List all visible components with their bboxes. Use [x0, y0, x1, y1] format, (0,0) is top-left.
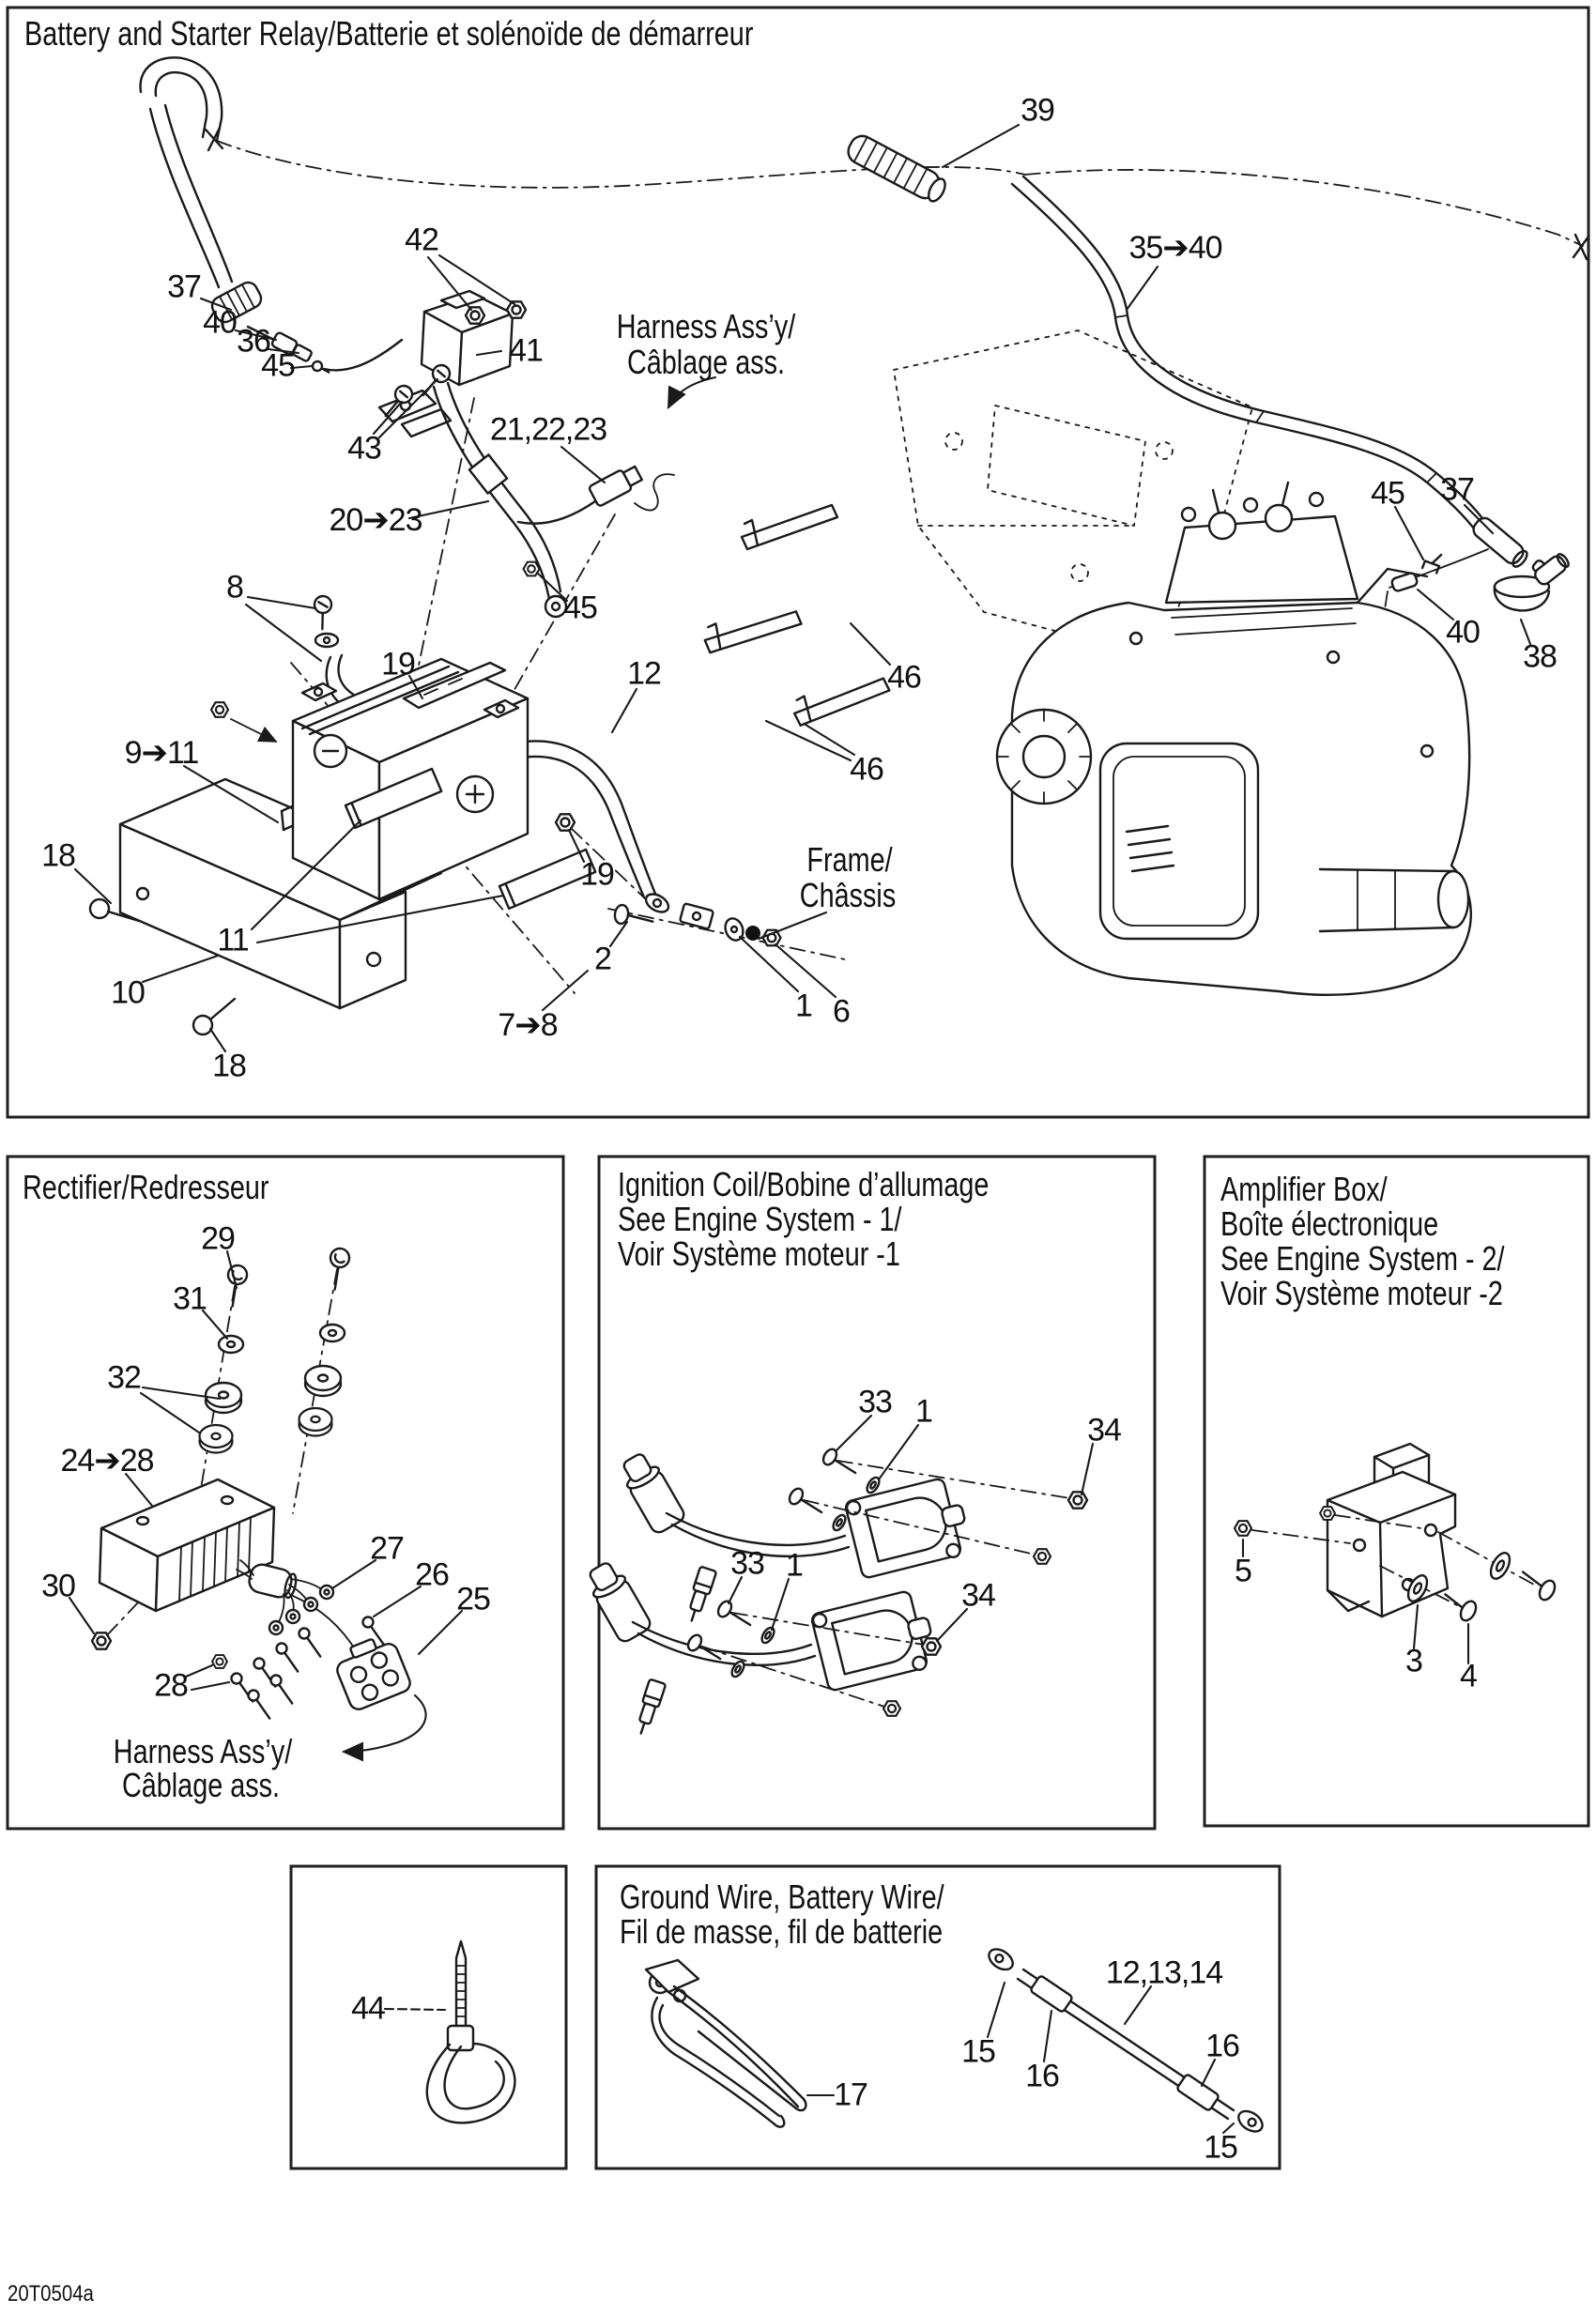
part-callout-ignition-33: 33 [858, 1384, 892, 1420]
part-callout-ignition-33: 33 [730, 1545, 764, 1582]
part-callout-battery-45: 45 [563, 590, 597, 626]
battery-harness-note-line1: Harness Ass’y/ [616, 307, 796, 345]
part-callout-battery-12: 12 [627, 655, 661, 692]
amplifier-title-line4: Voir Système moteur -2 [1220, 1274, 1503, 1312]
part-callout-rectifier-27: 27 [370, 1530, 404, 1567]
ground-wire-panel-title [620, 1879, 944, 1949]
amplifier-title-line3: See Engine System - 2/ [1220, 1239, 1505, 1278]
part-callout-ground_wire-15: 15 [1204, 2129, 1237, 2166]
part-callout-battery-19: 19 [580, 856, 614, 893]
part-callout-rectifier-24➔28: 24➔28 [60, 1443, 154, 1479]
part-callout-ignition-34: 34 [961, 1577, 995, 1614]
part-callout-amplifier-3: 3 [1405, 1643, 1422, 1679]
amplifier-panel-title [1220, 1172, 1505, 1310]
part-callout-battery-46: 46 [887, 659, 921, 696]
part-callout-ignition-1: 1 [786, 1547, 803, 1584]
part-callout-ignition-34: 34 [1087, 1412, 1121, 1448]
part-callout-battery-10: 10 [111, 974, 145, 1011]
part-callout-battery-45: 45 [261, 347, 295, 384]
ground-wire-title-line1: Ground Wire, Battery Wire/ [620, 1877, 944, 1916]
part-callout-battery-45: 45 [1371, 475, 1404, 512]
part-callout-battery-40: 40 [1446, 614, 1480, 651]
part-callout-battery-18: 18 [212, 1048, 246, 1084]
ignition-title-line3: Voir Système moteur -1 [618, 1234, 900, 1273]
part-callout-rectifier-31: 31 [173, 1280, 207, 1317]
part-callout-rectifier-25: 25 [456, 1581, 490, 1617]
part-callout-rectifier-32: 32 [107, 1359, 141, 1396]
part-callout-battery-7➔8: 7➔8 [498, 1007, 558, 1043]
part-callout-battery-43: 43 [347, 430, 381, 467]
part-callout-battery-39: 39 [1021, 92, 1054, 129]
part-callout-ground_wire-17: 17 [834, 2076, 867, 2113]
part-callout-battery-1: 1 [795, 988, 812, 1024]
part-callout-battery-41: 41 [509, 332, 543, 369]
frame-note-line1: Frame/ [806, 840, 893, 879]
part-callout-rectifier-28: 28 [154, 1667, 188, 1704]
ignition-title-line1: Ignition Coil/Bobine d’allumage [618, 1165, 990, 1203]
ground-wire-title-line2: Fil de masse, fil de batterie [620, 1912, 944, 1951]
amplifier-title-line2: Boîte électronique [1220, 1204, 1439, 1243]
rectifier-harness-note-line2: Câblage ass. [121, 1766, 281, 1804]
ignition-panel-title [618, 1167, 989, 1271]
part-callout-battery-42: 42 [405, 222, 438, 258]
part-callout-battery-35➔40: 35➔40 [1128, 230, 1222, 266]
part-callout-battery-6: 6 [833, 993, 850, 1030]
part-callout-battery-40: 40 [203, 304, 237, 341]
part-callout-ground_wire-16: 16 [1025, 2058, 1059, 2094]
part-callout-battery-18: 18 [41, 837, 75, 874]
part-callout-ground_wire-16: 16 [1205, 2028, 1239, 2064]
part-callout-ground_wire-15: 15 [961, 2033, 995, 2070]
part-callout-battery-2: 2 [594, 941, 611, 977]
rectifier-harness-note-line1: Harness Ass’y/ [113, 1732, 293, 1770]
part-callout-battery-8: 8 [226, 569, 243, 605]
part-callout-battery-37: 37 [167, 268, 201, 305]
part-callout-battery-46: 46 [850, 751, 883, 788]
part-callout-battery-20➔23: 20➔23 [329, 502, 422, 538]
battery-panel-title: Battery and Starter Relay/Batterie et solénoïde de démarreur [24, 14, 754, 53]
amplifier-title-line1: Amplifier Box/ [1220, 1170, 1388, 1208]
part-callout-battery-36: 36 [237, 323, 270, 360]
part-callout-battery-38: 38 [1523, 638, 1557, 675]
part-callout-ignition-1: 1 [915, 1393, 932, 1430]
part-callout-battery-19: 19 [381, 646, 415, 682]
part-callout-rectifier-29: 29 [201, 1220, 235, 1257]
part-callout-battery-9➔11: 9➔11 [124, 735, 199, 771]
part-callout-amplifier-5: 5 [1235, 1553, 1251, 1589]
battery-harness-note-line2: Câblage ass. [626, 343, 786, 381]
document-code: 20T0504a [8, 2281, 94, 2306]
part-callout-ground_wire-12,13,14: 12,13,14 [1105, 1954, 1223, 1991]
rectifier-panel-title: Rectifier/Redresseur [23, 1168, 269, 1206]
part-callout-battery-37: 37 [1440, 471, 1474, 508]
part-callout-rectifier-30: 30 [41, 1568, 75, 1604]
part-callout-battery-21,22,23: 21,22,23 [489, 411, 607, 448]
part-callout-cable_tie-44: 44 [351, 1990, 385, 2027]
part-callout-amplifier-4: 4 [1460, 1658, 1477, 1694]
part-callout-rectifier-26: 26 [415, 1556, 449, 1593]
ignition-title-line2: See Engine System - 1/ [618, 1200, 902, 1238]
part-callout-battery-11: 11 [217, 922, 249, 958]
frame-note-line2: Châssis [799, 876, 897, 914]
